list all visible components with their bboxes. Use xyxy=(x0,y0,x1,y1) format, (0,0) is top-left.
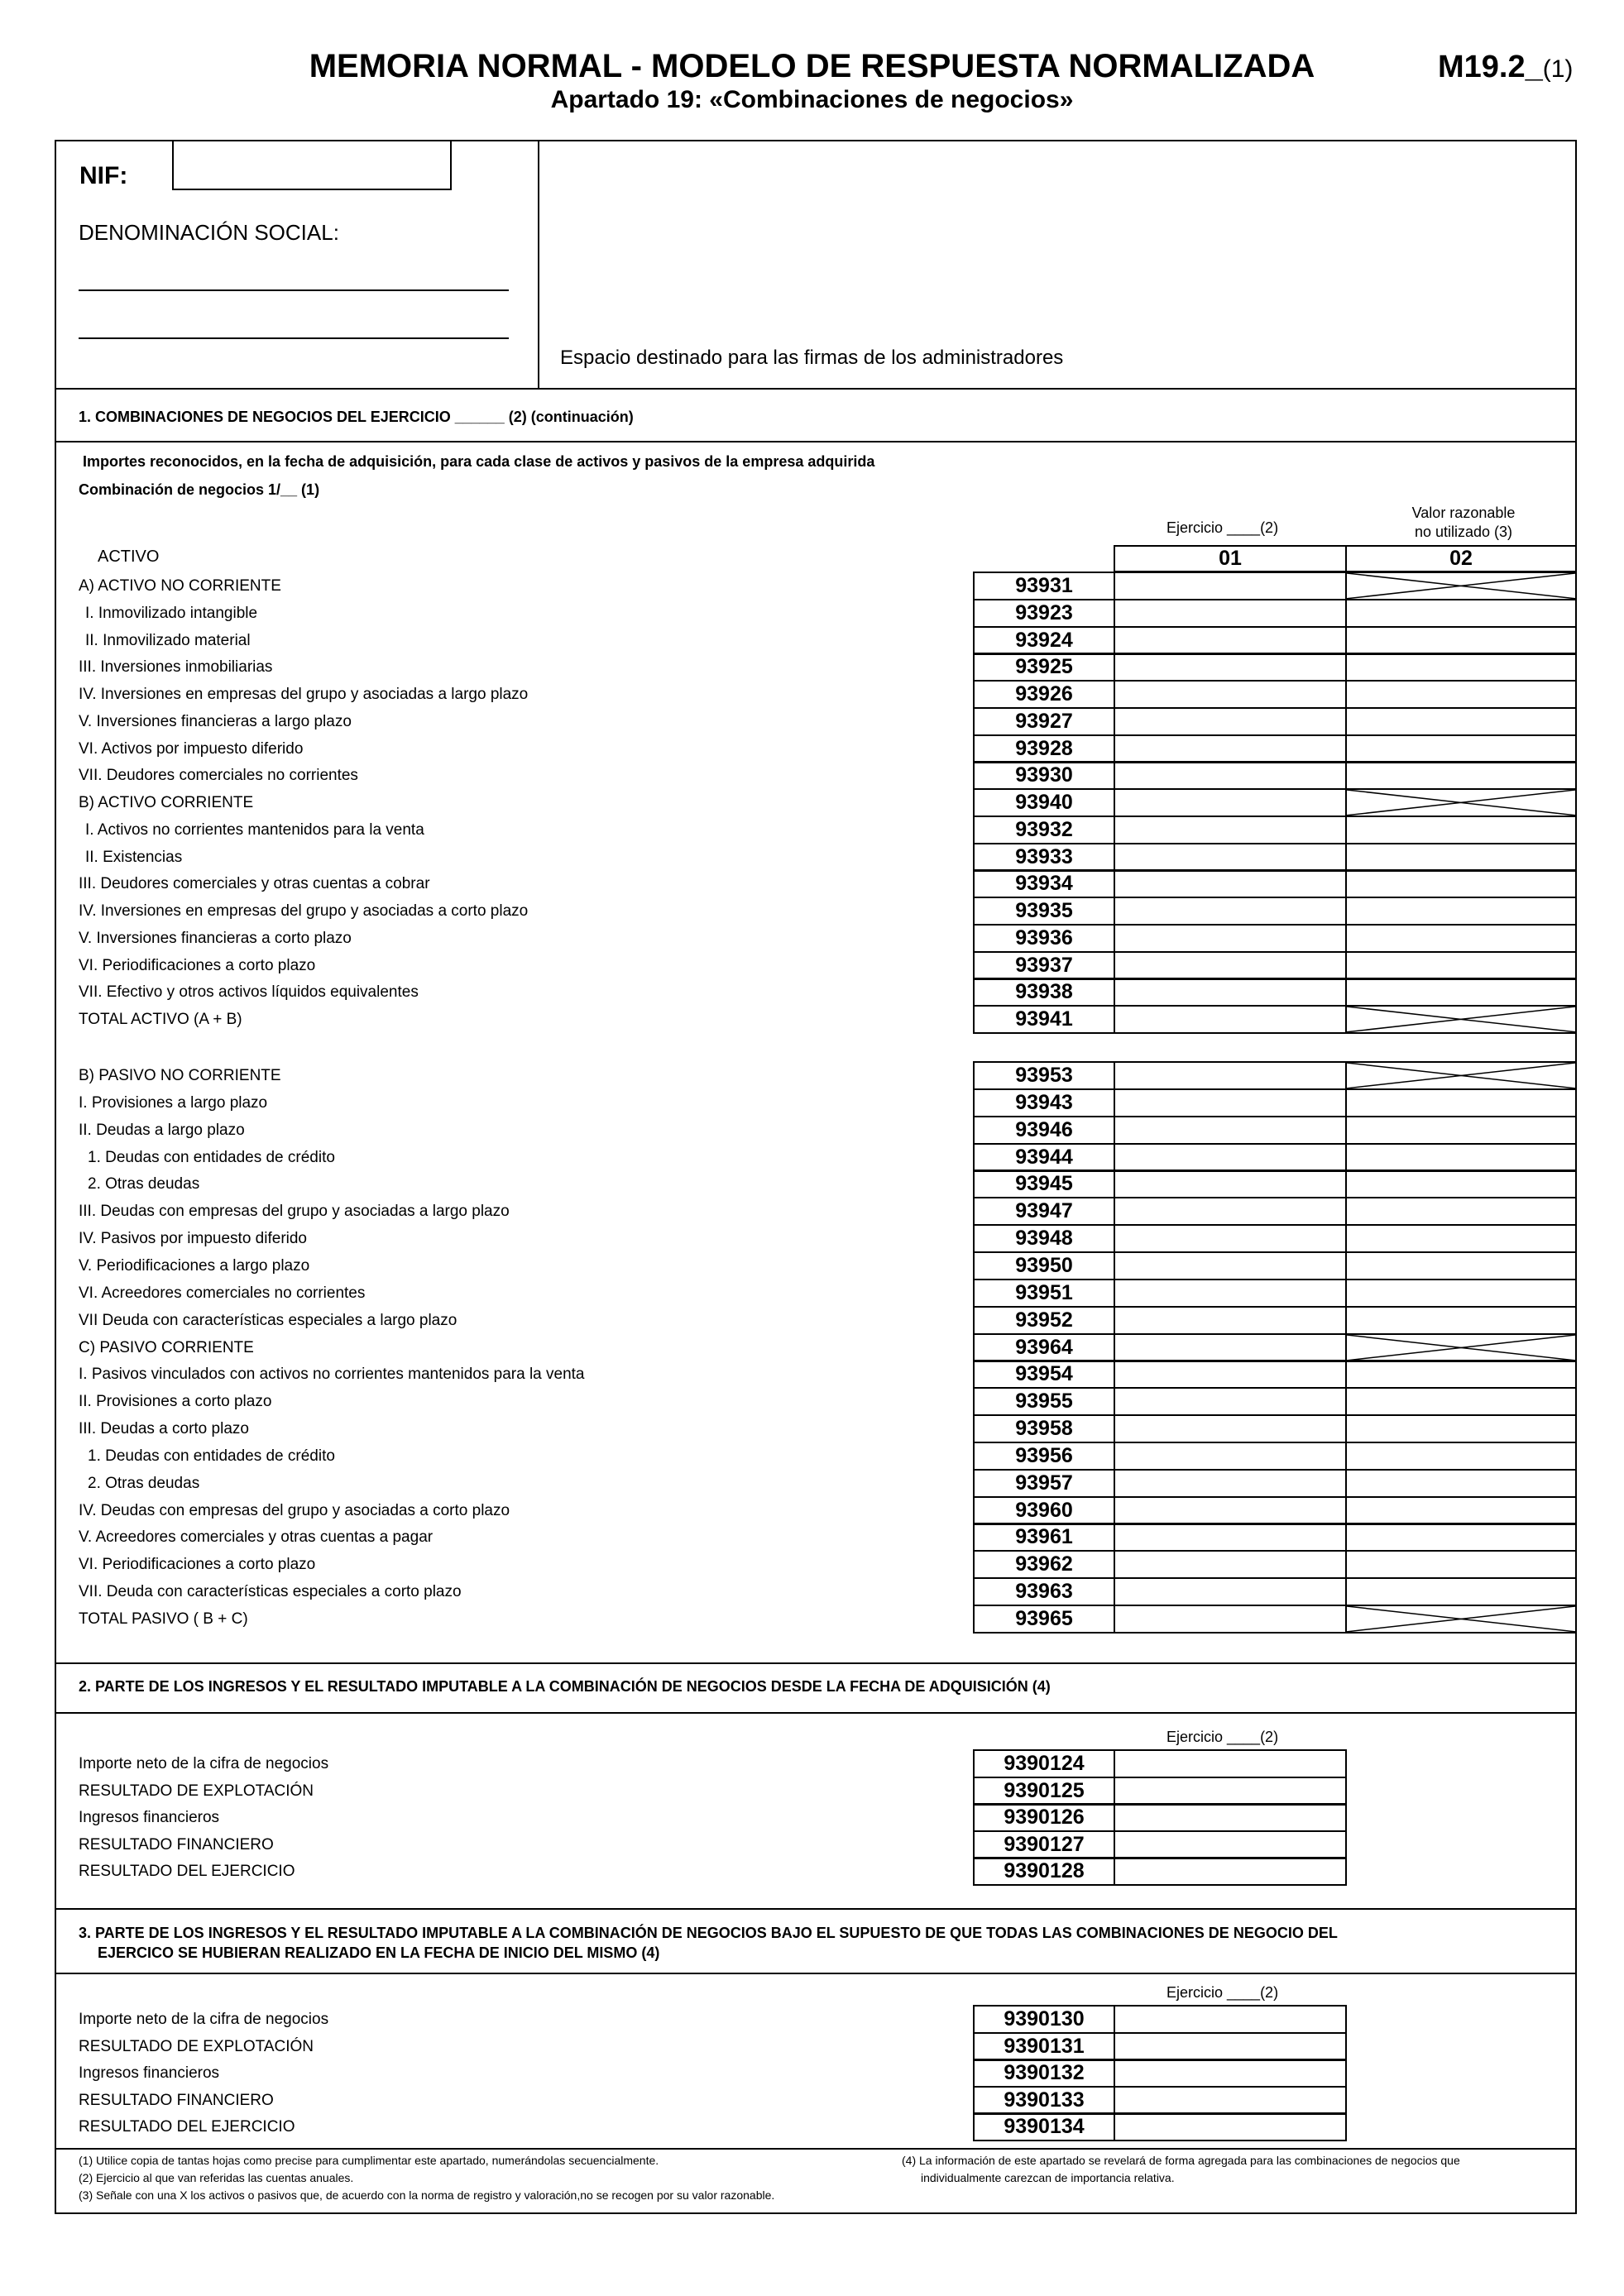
code-cell xyxy=(973,1251,1115,1280)
value-input-ejercicio[interactable] xyxy=(1114,572,1347,600)
row-code: 93927 xyxy=(1015,710,1073,733)
section1-title: 1. COMBINACIONES DE NEGOCIOS DEL EJERCICIO ______ (2) (continuación) xyxy=(79,409,634,425)
value-input-ejercicio[interactable] xyxy=(1114,843,1347,872)
section2-top-rule xyxy=(55,1662,1576,1664)
value-input-valor-razonable[interactable] xyxy=(1345,1306,1577,1335)
row-label: 1. Deudas con entidades de crédito xyxy=(88,1447,335,1465)
row-label: IV. Deudas con empresas del grupo y asociadas a corto plazo xyxy=(79,1502,510,1519)
value-input-valor-razonable[interactable] xyxy=(1345,1088,1577,1117)
value-input-ejercicio[interactable] xyxy=(1114,2059,1347,2088)
value-input-ejercicio[interactable] xyxy=(1114,707,1347,736)
value-input-ejercicio[interactable] xyxy=(1114,2005,1347,2034)
value-input-ejercicio[interactable] xyxy=(1114,1088,1347,1117)
value-input-valor-razonable[interactable] xyxy=(1345,924,1577,953)
x-mark-icon xyxy=(1347,573,1575,599)
code-cell xyxy=(973,1605,1115,1634)
code-cell xyxy=(973,572,1115,600)
code-cell xyxy=(973,653,1115,682)
code-cell xyxy=(973,1749,1115,1778)
value-input-ejercicio[interactable] xyxy=(1114,653,1347,682)
row-label: C) PASIVO CORRIENTE xyxy=(79,1339,254,1356)
row-code: 93947 xyxy=(1015,1199,1073,1222)
row-label: TOTAL ACTIVO (A + B) xyxy=(79,1011,242,1028)
value-input-valor-razonable[interactable] xyxy=(1345,1577,1577,1606)
value-input-valor-razonable[interactable] xyxy=(1345,843,1577,872)
row-code: 93930 xyxy=(1015,763,1073,787)
row-label: B) PASIVO NO CORRIENTE xyxy=(79,1067,281,1084)
footnote-1: (1) Utilice copia de tantas hojas como precise para cumplimentar este apartado, numerándolas secuencialmente. xyxy=(79,2154,659,2167)
row-code: 93937 xyxy=(1015,954,1073,977)
code-cell xyxy=(973,1279,1115,1308)
row-code: 93958 xyxy=(1015,1417,1073,1440)
code-cell xyxy=(973,1577,1115,1606)
row-code: 93931 xyxy=(1015,574,1073,597)
row-code: 93950 xyxy=(1015,1254,1073,1277)
code-cell xyxy=(973,1857,1115,1886)
value-input-ejercicio[interactable] xyxy=(1114,1306,1347,1335)
row-label: RESULTADO DE EXPLOTACIÓN xyxy=(79,1782,314,1800)
value-input-ejercicio[interactable] xyxy=(1114,626,1347,655)
value-crossed-cell xyxy=(1345,788,1577,817)
code-cell xyxy=(973,1333,1115,1362)
row-label: VI. Activos por impuesto diferido xyxy=(79,740,304,758)
firmas-text: Espacio destinado para las firmas de los administradores xyxy=(560,347,1064,369)
row-label: Importe neto de la cifra de negocios xyxy=(79,2011,329,2028)
row-code: 93948 xyxy=(1015,1227,1073,1250)
section3-title-2: EJERCICO SE HUBIERAN REALIZADO EN LA FECHA DE INICIO DEL MISMO (4) xyxy=(98,1944,660,1961)
value-input-valor-razonable[interactable] xyxy=(1345,1143,1577,1172)
value-input-ejercicio[interactable] xyxy=(1114,1749,1347,1778)
value-input-valor-razonable[interactable] xyxy=(1345,734,1577,763)
code-cell xyxy=(973,761,1115,790)
code-cell xyxy=(973,1224,1115,1253)
section2-title: 2. PARTE DE LOS INGRESOS Y EL RESULTADO IMPUTABLE A LA COMBINACIÓN DE NEGOCIOS DESDE LA FECHA DE ADQUISICIÓN (4) xyxy=(79,1678,1051,1695)
value-input-valor-razonable[interactable] xyxy=(1345,1414,1577,1443)
footnote-3: (3) Señale con una X los activos o pasivos que, de acuerdo con la norma de registro y valoración,no se recogen por su valor razonable. xyxy=(79,2188,775,2202)
row-code: 93934 xyxy=(1015,872,1073,895)
col02-header xyxy=(1345,545,1577,572)
code-cell xyxy=(973,2005,1115,2034)
code-cell xyxy=(973,599,1115,628)
row-label: 1. Deudas con entidades de crédito xyxy=(88,1149,335,1166)
code-cell xyxy=(973,1061,1115,1090)
value-input-ejercicio[interactable] xyxy=(1114,1061,1347,1090)
value-input-ejercicio[interactable] xyxy=(1114,1224,1347,1253)
row-code: 93944 xyxy=(1015,1146,1073,1169)
value-input-valor-razonable[interactable] xyxy=(1345,1251,1577,1280)
row-code: 93954 xyxy=(1015,1362,1073,1385)
code-cell xyxy=(973,1550,1115,1579)
section3-title-1: 3. PARTE DE LOS INGRESOS Y EL RESULTADO IMPUTABLE A LA COMBINACIÓN DE NEGOCIOS BAJO EL SUPUESTO DE QUE TODAS LAS COMBINACIONES DE NEGOCIO DEL xyxy=(79,1925,1338,1941)
row-label: V. Inversiones financieras a corto plazo xyxy=(79,930,352,947)
value-input-ejercicio[interactable] xyxy=(1114,734,1347,763)
row-label: B) ACTIVO CORRIENTE xyxy=(79,794,254,811)
row-label: II. Deudas a largo plazo xyxy=(79,1122,245,1139)
row-code: 93953 xyxy=(1015,1064,1073,1087)
code-cell xyxy=(973,924,1115,953)
model-code xyxy=(1438,50,1573,85)
row-code: 93962 xyxy=(1015,1552,1073,1576)
value-input-valor-razonable[interactable] xyxy=(1345,653,1577,682)
code-cell xyxy=(973,843,1115,872)
value-input-ejercicio[interactable] xyxy=(1114,1577,1347,1606)
code-cell xyxy=(973,1005,1115,1034)
nif-label: NIF: xyxy=(79,162,128,189)
value-input-ejercicio[interactable] xyxy=(1114,1005,1347,1034)
col-ejercicio-label: Ejercicio ____(2) xyxy=(1167,519,1279,536)
code-cell xyxy=(973,2112,1115,2141)
row-code: 9390130 xyxy=(1004,2007,1085,2031)
id-bottom-rule xyxy=(55,388,1576,390)
value-input-ejercicio[interactable] xyxy=(1114,1387,1347,1416)
value-input-ejercicio[interactable] xyxy=(1114,761,1347,790)
row-label: VII. Deuda con características especiales a corto plazo xyxy=(79,1583,462,1600)
row-code: 93932 xyxy=(1015,818,1073,841)
denominacion-label: DENOMINACIÓN SOCIAL: xyxy=(79,220,339,245)
row-label: II. Existencias xyxy=(85,849,183,866)
row-code: 93926 xyxy=(1015,682,1073,706)
code-cell xyxy=(973,1803,1115,1832)
code-cell xyxy=(973,816,1115,844)
value-input-ejercicio[interactable] xyxy=(1114,1857,1347,1886)
row-code: 93945 xyxy=(1015,1172,1073,1195)
section3-col-ejercicio: Ejercicio ____(2) xyxy=(1167,1984,1279,2001)
value-input-ejercicio[interactable] xyxy=(1114,2032,1347,2061)
code-cell xyxy=(973,626,1115,655)
value-input-ejercicio[interactable] xyxy=(1114,1360,1347,1389)
value-input-valor-razonable[interactable] xyxy=(1345,1442,1577,1471)
value-input-valor-razonable[interactable] xyxy=(1345,1469,1577,1498)
row-label: II. Inmovilizado material xyxy=(85,632,251,649)
value-input-ejercicio[interactable] xyxy=(1114,951,1347,980)
value-input-ejercicio[interactable] xyxy=(1114,1333,1347,1362)
row-label: II. Provisiones a corto plazo xyxy=(79,1393,272,1410)
nif-input[interactable] xyxy=(172,141,452,190)
section3-top-rule xyxy=(55,1908,1576,1910)
value-input-valor-razonable[interactable] xyxy=(1345,978,1577,1007)
row-label: III. Deudores comerciales y otras cuentas a cobrar xyxy=(79,875,430,892)
row-code: 9390125 xyxy=(1004,1779,1085,1802)
value-crossed-cell xyxy=(1345,1605,1577,1634)
code-cell xyxy=(973,1830,1115,1859)
row-label: V. Inversiones financieras a largo plazo xyxy=(79,713,352,730)
footnote-4-line2: individualmente carezcan de importancia relativa. xyxy=(921,2171,1175,2184)
value-input-ejercicio[interactable] xyxy=(1114,1523,1347,1552)
value-input-ejercicio[interactable] xyxy=(1114,788,1347,817)
row-label: Ingresos financieros xyxy=(79,2064,220,2082)
denominacion-line-2[interactable] xyxy=(79,337,509,339)
row-code: 93946 xyxy=(1015,1118,1073,1141)
col-valor-label-1: Valor razonable xyxy=(1411,505,1516,521)
row-code: 9390124 xyxy=(1004,1752,1085,1775)
row-code: 93961 xyxy=(1015,1525,1073,1548)
value-input-valor-razonable[interactable] xyxy=(1345,1224,1577,1253)
row-label: VII. Deudores comerciales no corrientes xyxy=(79,767,358,784)
row-label: TOTAL PASIVO ( B + C) xyxy=(79,1610,248,1628)
importes-line: Importes reconocidos, en la fecha de adquisición, para cada clase de activos y pasivos de la empresa adquirida xyxy=(83,453,875,470)
code-cell xyxy=(973,1777,1115,1806)
row-code: 93955 xyxy=(1015,1390,1073,1413)
value-input-ejercicio[interactable] xyxy=(1114,1605,1347,1634)
section3-rule xyxy=(55,1973,1576,1974)
code-cell xyxy=(973,869,1115,898)
col01-header xyxy=(1114,545,1347,572)
x-mark-icon xyxy=(1347,1063,1575,1088)
activo-heading: ACTIVO xyxy=(98,548,160,566)
row-label: IV. Inversiones en empresas del grupo y asociadas a corto plazo xyxy=(79,902,529,920)
row-label: RESULTADO FINANCIERO xyxy=(79,2092,274,2109)
code-cell xyxy=(973,951,1115,980)
x-mark-icon xyxy=(1347,790,1575,816)
row-label: Ingresos financieros xyxy=(79,1809,220,1826)
code-cell xyxy=(973,978,1115,1007)
row-label: III. Deudas a corto plazo xyxy=(79,1420,249,1437)
row-code: 93925 xyxy=(1015,655,1073,678)
row-label: Importe neto de la cifra de negocios xyxy=(79,1755,329,1772)
value-input-ejercicio[interactable] xyxy=(1114,869,1347,898)
combinacion-line: Combinación de negocios 1/__ (1) xyxy=(79,481,320,498)
row-code: 93951 xyxy=(1015,1281,1073,1304)
col-valor-label-2: no utilizado (3) xyxy=(1414,524,1513,540)
value-input-valor-razonable[interactable] xyxy=(1345,1279,1577,1308)
row-code: 9390127 xyxy=(1004,1833,1085,1856)
x-mark-icon xyxy=(1347,1335,1575,1361)
section2-rule xyxy=(55,1712,1576,1714)
code-cell xyxy=(973,1469,1115,1498)
value-input-ejercicio[interactable] xyxy=(1114,1197,1347,1226)
code-cell xyxy=(973,1496,1115,1525)
row-code: 93957 xyxy=(1015,1471,1073,1495)
code-cell xyxy=(973,680,1115,709)
x-mark-icon xyxy=(1347,1606,1575,1632)
value-input-valor-razonable[interactable] xyxy=(1345,816,1577,844)
footnote-4-line1: (4) La información de este apartado se revelará de forma agregada para las combinaciones de negocios que xyxy=(902,2154,1460,2167)
row-label: 2. Otras deudas xyxy=(88,1175,200,1193)
row-code: 93943 xyxy=(1015,1091,1073,1114)
code-cell xyxy=(973,1360,1115,1389)
code-cell xyxy=(973,897,1115,926)
value-input-valor-razonable[interactable] xyxy=(1345,869,1577,898)
value-input-valor-razonable[interactable] xyxy=(1345,626,1577,655)
value-input-ejercicio[interactable] xyxy=(1114,924,1347,953)
code-cell xyxy=(973,1414,1115,1443)
row-label: RESULTADO DEL EJERCICIO xyxy=(79,1863,295,1880)
row-code: 93933 xyxy=(1015,845,1073,868)
denominacion-line-1[interactable] xyxy=(79,289,509,291)
row-label: I. Pasivos vinculados con activos no corrientes mantenidos para la venta xyxy=(79,1366,585,1383)
row-label: 2. Otras deudas xyxy=(88,1475,200,1492)
value-input-ejercicio[interactable] xyxy=(1114,1496,1347,1525)
value-input-ejercicio[interactable] xyxy=(1114,1803,1347,1832)
value-input-ejercicio[interactable] xyxy=(1114,599,1347,628)
col01-label: 01 xyxy=(1219,547,1242,570)
value-input-valor-razonable[interactable] xyxy=(1345,1387,1577,1416)
value-input-valor-razonable[interactable] xyxy=(1345,951,1577,980)
value-input-ejercicio[interactable] xyxy=(1114,1143,1347,1172)
value-input-valor-razonable[interactable] xyxy=(1345,1116,1577,1145)
value-input-ejercicio[interactable] xyxy=(1114,2112,1347,2141)
value-input-ejercicio[interactable] xyxy=(1114,1414,1347,1443)
row-code: 93936 xyxy=(1015,926,1073,949)
row-label: III. Inversiones inmobiliarias xyxy=(79,658,273,676)
row-code: 93941 xyxy=(1015,1007,1073,1031)
row-code: 9390131 xyxy=(1004,2035,1085,2058)
row-code: 93923 xyxy=(1015,601,1073,624)
value-input-ejercicio[interactable] xyxy=(1114,1777,1347,1806)
footnote-2: (2) Ejercicio al que van referidas las cuentas anuales. xyxy=(79,2171,354,2184)
row-label: RESULTADO FINANCIERO xyxy=(79,1836,274,1854)
code-cell xyxy=(973,1197,1115,1226)
row-label: VI. Periodificaciones a corto plazo xyxy=(79,957,316,974)
id-divider xyxy=(538,141,539,389)
row-label: A) ACTIVO NO CORRIENTE xyxy=(79,577,281,595)
row-label: VII Deuda con características especiales a largo plazo xyxy=(79,1312,457,1329)
code-cell xyxy=(973,734,1115,763)
footnotes-rule xyxy=(55,2148,1576,2150)
code-cell xyxy=(973,1088,1115,1117)
value-input-ejercicio[interactable] xyxy=(1114,978,1347,1007)
row-label: I. Activos no corrientes mantenidos para la venta xyxy=(85,821,424,839)
form-title: MEMORIA NORMAL - MODELO DE RESPUESTA NORMALIZADA xyxy=(309,48,1315,84)
value-input-valor-razonable[interactable] xyxy=(1345,1523,1577,1552)
model-code-value: M19.2_ xyxy=(1438,50,1543,84)
code-cell xyxy=(973,1306,1115,1335)
row-code: 93935 xyxy=(1015,899,1073,922)
row-code: 9390132 xyxy=(1004,2061,1085,2084)
row-label: V. Periodificaciones a largo plazo xyxy=(79,1257,310,1275)
code-cell xyxy=(973,1143,1115,1172)
code-cell xyxy=(973,2086,1115,2115)
value-crossed-cell xyxy=(1345,1061,1577,1090)
value-input-ejercicio[interactable] xyxy=(1114,2086,1347,2115)
row-label: RESULTADO DEL EJERCICIO xyxy=(79,2118,295,2136)
value-input-ejercicio[interactable] xyxy=(1114,1279,1347,1308)
value-input-valor-razonable[interactable] xyxy=(1345,1496,1577,1525)
value-input-valor-razonable[interactable] xyxy=(1345,1197,1577,1226)
row-code: 93965 xyxy=(1015,1607,1073,1630)
value-input-valor-razonable[interactable] xyxy=(1345,1550,1577,1579)
row-label: IV. Inversiones en empresas del grupo y asociadas a largo plazo xyxy=(79,686,529,703)
row-label: VI. Acreedores comerciales no corrientes xyxy=(79,1284,366,1302)
value-input-ejercicio[interactable] xyxy=(1114,1251,1347,1280)
row-code: 93960 xyxy=(1015,1499,1073,1522)
value-input-valor-razonable[interactable] xyxy=(1345,707,1577,736)
value-crossed-cell xyxy=(1345,572,1577,600)
value-input-ejercicio[interactable] xyxy=(1114,1170,1347,1198)
row-label: IV. Pasivos por impuesto diferido xyxy=(79,1230,308,1247)
value-input-ejercicio[interactable] xyxy=(1114,1469,1347,1498)
row-label: I. Provisiones a largo plazo xyxy=(79,1094,268,1112)
value-input-ejercicio[interactable] xyxy=(1114,816,1347,844)
value-input-valor-razonable[interactable] xyxy=(1345,599,1577,628)
section1-rule xyxy=(55,441,1576,442)
code-cell xyxy=(973,1387,1115,1416)
value-input-valor-razonable[interactable] xyxy=(1345,1360,1577,1389)
code-cell xyxy=(973,2059,1115,2088)
code-cell xyxy=(973,1523,1115,1552)
value-crossed-cell xyxy=(1345,1333,1577,1362)
row-code: 93952 xyxy=(1015,1308,1073,1332)
row-label: I. Inmovilizado intangible xyxy=(85,605,258,622)
form-subtitle: Apartado 19: «Combinaciones de negocios» xyxy=(550,86,1074,113)
x-mark-icon xyxy=(1347,1007,1575,1032)
model-code-note: (1) xyxy=(1542,55,1574,83)
row-label: VII. Efectivo y otros activos líquidos equivalentes xyxy=(79,983,419,1001)
code-cell xyxy=(973,2032,1115,2061)
code-cell xyxy=(973,1442,1115,1471)
value-input-valor-razonable[interactable] xyxy=(1345,897,1577,926)
code-cell xyxy=(973,1170,1115,1198)
row-code: 93940 xyxy=(1015,791,1073,814)
code-cell xyxy=(973,707,1115,736)
row-code: 9390133 xyxy=(1004,2088,1085,2112)
value-input-ejercicio[interactable] xyxy=(1114,1442,1347,1471)
row-code: 93964 xyxy=(1015,1336,1073,1359)
value-input-valor-razonable[interactable] xyxy=(1345,761,1577,790)
value-input-ejercicio[interactable] xyxy=(1114,680,1347,709)
value-input-ejercicio[interactable] xyxy=(1114,1830,1347,1859)
row-code: 93924 xyxy=(1015,629,1073,652)
row-label: VI. Periodificaciones a corto plazo xyxy=(79,1556,316,1573)
row-label: V. Acreedores comerciales y otras cuentas a pagar xyxy=(79,1528,434,1546)
row-code: 93938 xyxy=(1015,980,1073,1003)
value-crossed-cell xyxy=(1345,1005,1577,1034)
code-cell xyxy=(973,1116,1115,1145)
code-cell xyxy=(973,788,1115,817)
row-code: 93956 xyxy=(1015,1444,1073,1467)
row-code: 93928 xyxy=(1015,737,1073,760)
value-input-ejercicio[interactable] xyxy=(1114,1550,1347,1579)
row-code: 9390128 xyxy=(1004,1859,1085,1882)
col02-label: 02 xyxy=(1449,547,1473,570)
row-code: 9390126 xyxy=(1004,1806,1085,1829)
section2-col-ejercicio: Ejercicio ____(2) xyxy=(1167,1729,1279,1745)
value-input-ejercicio[interactable] xyxy=(1114,1116,1347,1145)
value-input-valor-razonable[interactable] xyxy=(1345,680,1577,709)
row-code: 9390134 xyxy=(1004,2115,1085,2138)
row-label: RESULTADO DE EXPLOTACIÓN xyxy=(79,2038,314,2055)
row-label: III. Deudas con empresas del grupo y asociadas a largo plazo xyxy=(79,1203,510,1220)
value-input-valor-razonable[interactable] xyxy=(1345,1170,1577,1198)
row-code: 93963 xyxy=(1015,1580,1073,1603)
value-input-ejercicio[interactable] xyxy=(1114,897,1347,926)
